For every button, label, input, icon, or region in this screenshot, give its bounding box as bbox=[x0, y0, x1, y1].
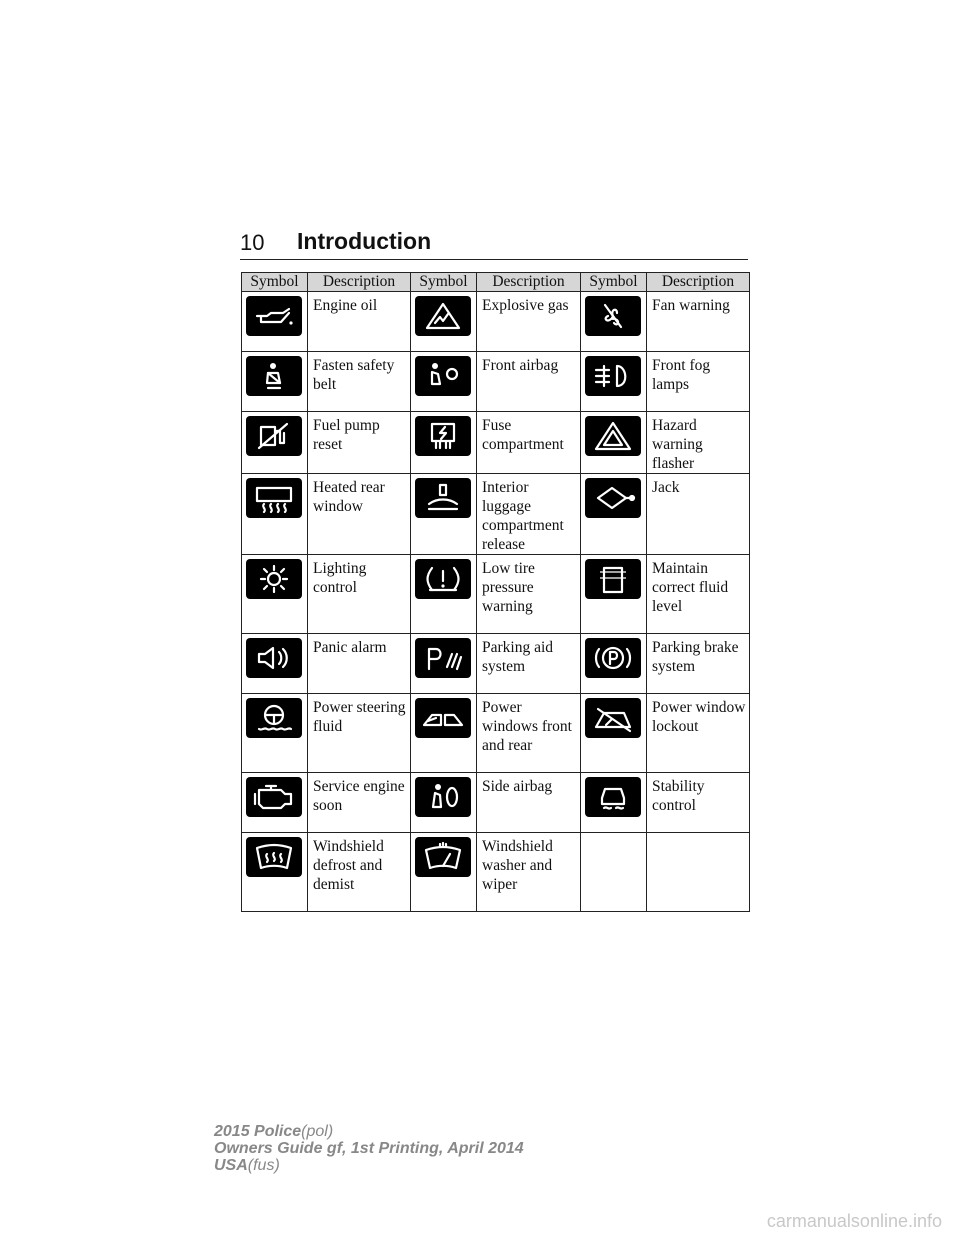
section-title: Introduction bbox=[297, 228, 432, 254]
panic-alarm-icon bbox=[246, 638, 302, 678]
column-header: Description bbox=[647, 273, 750, 292]
description-cell: Jack bbox=[647, 474, 750, 555]
symbol-cell bbox=[581, 634, 647, 694]
header-rule bbox=[240, 259, 748, 260]
explosive-gas-icon bbox=[415, 296, 471, 336]
description-cell: Explosive gas bbox=[477, 292, 581, 352]
table-row bbox=[242, 555, 750, 634]
description-cell: Stability control bbox=[647, 773, 750, 833]
page-number: 10 bbox=[240, 230, 265, 255]
column-header: Description bbox=[308, 273, 411, 292]
print-footer bbox=[214, 1123, 524, 1174]
description-cell: Windshield washer and wiper bbox=[477, 833, 581, 912]
symbol-cell bbox=[581, 412, 647, 474]
footer-market: USA bbox=[214, 1157, 248, 1174]
symbol-cell bbox=[411, 352, 477, 412]
symbol-cell bbox=[581, 773, 647, 833]
front-fog-lamps-icon bbox=[585, 356, 641, 396]
jack-icon bbox=[585, 478, 641, 518]
low-tire-pressure-icon bbox=[415, 559, 471, 599]
table-row bbox=[242, 833, 750, 912]
fuel-pump-reset-icon bbox=[246, 416, 302, 456]
side-airbag-icon bbox=[415, 777, 471, 817]
description-cell: Fan warning bbox=[647, 292, 750, 352]
description-cell: Power window lockout bbox=[647, 694, 750, 773]
windshield-defrost-icon bbox=[246, 837, 302, 877]
table-row bbox=[242, 773, 750, 833]
symbol-cell bbox=[411, 474, 477, 555]
symbol-cell bbox=[411, 694, 477, 773]
description-cell: Heated rear window bbox=[308, 474, 411, 555]
symbol-cell bbox=[242, 474, 308, 555]
luggage-release-icon bbox=[415, 478, 471, 518]
symbol-cell bbox=[242, 773, 308, 833]
description-cell: Service engine soon bbox=[308, 773, 411, 833]
description-cell: Fasten safety belt bbox=[308, 352, 411, 412]
column-header: Symbol bbox=[581, 273, 647, 292]
description-cell: Parking aid system bbox=[477, 634, 581, 694]
check-engine-icon bbox=[246, 777, 302, 817]
fuse-compartment-icon bbox=[415, 416, 471, 456]
table-row bbox=[242, 694, 750, 773]
description-cell: Power steering fluid bbox=[308, 694, 411, 773]
watermark: carmanualsonline.info bbox=[766, 1211, 942, 1231]
symbol-cell bbox=[581, 555, 647, 634]
hazard-warning-icon bbox=[585, 416, 641, 456]
symbol-cell bbox=[242, 352, 308, 412]
symbol-cell bbox=[242, 412, 308, 474]
table-header-row bbox=[242, 273, 750, 292]
footer-guide: Owners Guide gf, 1st Printing, April 2014 bbox=[214, 1140, 524, 1157]
symbol-cell bbox=[411, 292, 477, 352]
symbol-cell bbox=[242, 555, 308, 634]
window-lockout-icon bbox=[585, 698, 641, 738]
symbol-cell bbox=[581, 833, 647, 912]
description-cell: Engine oil bbox=[308, 292, 411, 352]
symbol-cell bbox=[242, 292, 308, 352]
column-header: Symbol bbox=[411, 273, 477, 292]
description-cell: Fuse compartment bbox=[477, 412, 581, 474]
footer-market-code: (fus) bbox=[247, 1157, 280, 1174]
description-cell bbox=[647, 833, 750, 912]
symbol-cell bbox=[581, 694, 647, 773]
power-windows-icon bbox=[415, 698, 471, 738]
symbol-cell bbox=[581, 474, 647, 555]
symbol-cell bbox=[411, 555, 477, 634]
description-cell: Front fog lamps bbox=[647, 352, 750, 412]
description-cell: Maintain correct fluid level bbox=[647, 555, 750, 634]
power-steering-icon bbox=[246, 698, 302, 738]
description-cell: Front airbag bbox=[477, 352, 581, 412]
footer-model-code: (pol) bbox=[301, 1123, 334, 1140]
symbol-cell bbox=[242, 694, 308, 773]
table-row bbox=[242, 634, 750, 694]
column-header: Symbol bbox=[242, 273, 308, 292]
description-cell: Lighting control bbox=[308, 555, 411, 634]
symbol-cell bbox=[242, 833, 308, 912]
washer-wiper-icon bbox=[415, 837, 471, 877]
parking-brake-icon bbox=[585, 638, 641, 678]
fluid-level-icon bbox=[585, 559, 641, 599]
fan-warning-icon bbox=[585, 296, 641, 336]
table-row bbox=[242, 292, 750, 352]
symbol-cell bbox=[411, 634, 477, 694]
table-row bbox=[242, 474, 750, 555]
symbol-cell bbox=[581, 352, 647, 412]
description-cell: Power windows front and rear bbox=[477, 694, 581, 773]
description-cell: Side airbag bbox=[477, 773, 581, 833]
description-cell: Panic alarm bbox=[308, 634, 411, 694]
symbol-cell bbox=[411, 833, 477, 912]
front-airbag-icon bbox=[415, 356, 471, 396]
footer-model: 2015 Police bbox=[214, 1123, 302, 1140]
symbol-cell bbox=[242, 634, 308, 694]
symbol-cell bbox=[411, 412, 477, 474]
lighting-control-icon bbox=[246, 559, 302, 599]
symbol-cell bbox=[581, 292, 647, 352]
description-cell: Windshield defrost and demist bbox=[308, 833, 411, 912]
parking-aid-icon bbox=[415, 638, 471, 678]
description-cell: Fuel pump reset bbox=[308, 412, 411, 474]
heated-rear-window-icon bbox=[246, 478, 302, 518]
description-cell: Parking brake system bbox=[647, 634, 750, 694]
description-cell: Hazard warning flasher bbox=[647, 412, 750, 474]
column-header: Description bbox=[477, 273, 581, 292]
table-row bbox=[242, 352, 750, 412]
table-row bbox=[242, 412, 750, 474]
description-cell: Low tire pressure warning bbox=[477, 555, 581, 634]
description-cell: Interior luggage compartment release bbox=[477, 474, 581, 555]
symbol-cell bbox=[411, 773, 477, 833]
stability-control-icon bbox=[585, 777, 641, 817]
engine-oil-icon bbox=[246, 296, 302, 336]
symbol-table bbox=[241, 272, 750, 912]
page-header bbox=[240, 228, 750, 260]
seat-belt-icon bbox=[246, 356, 302, 396]
